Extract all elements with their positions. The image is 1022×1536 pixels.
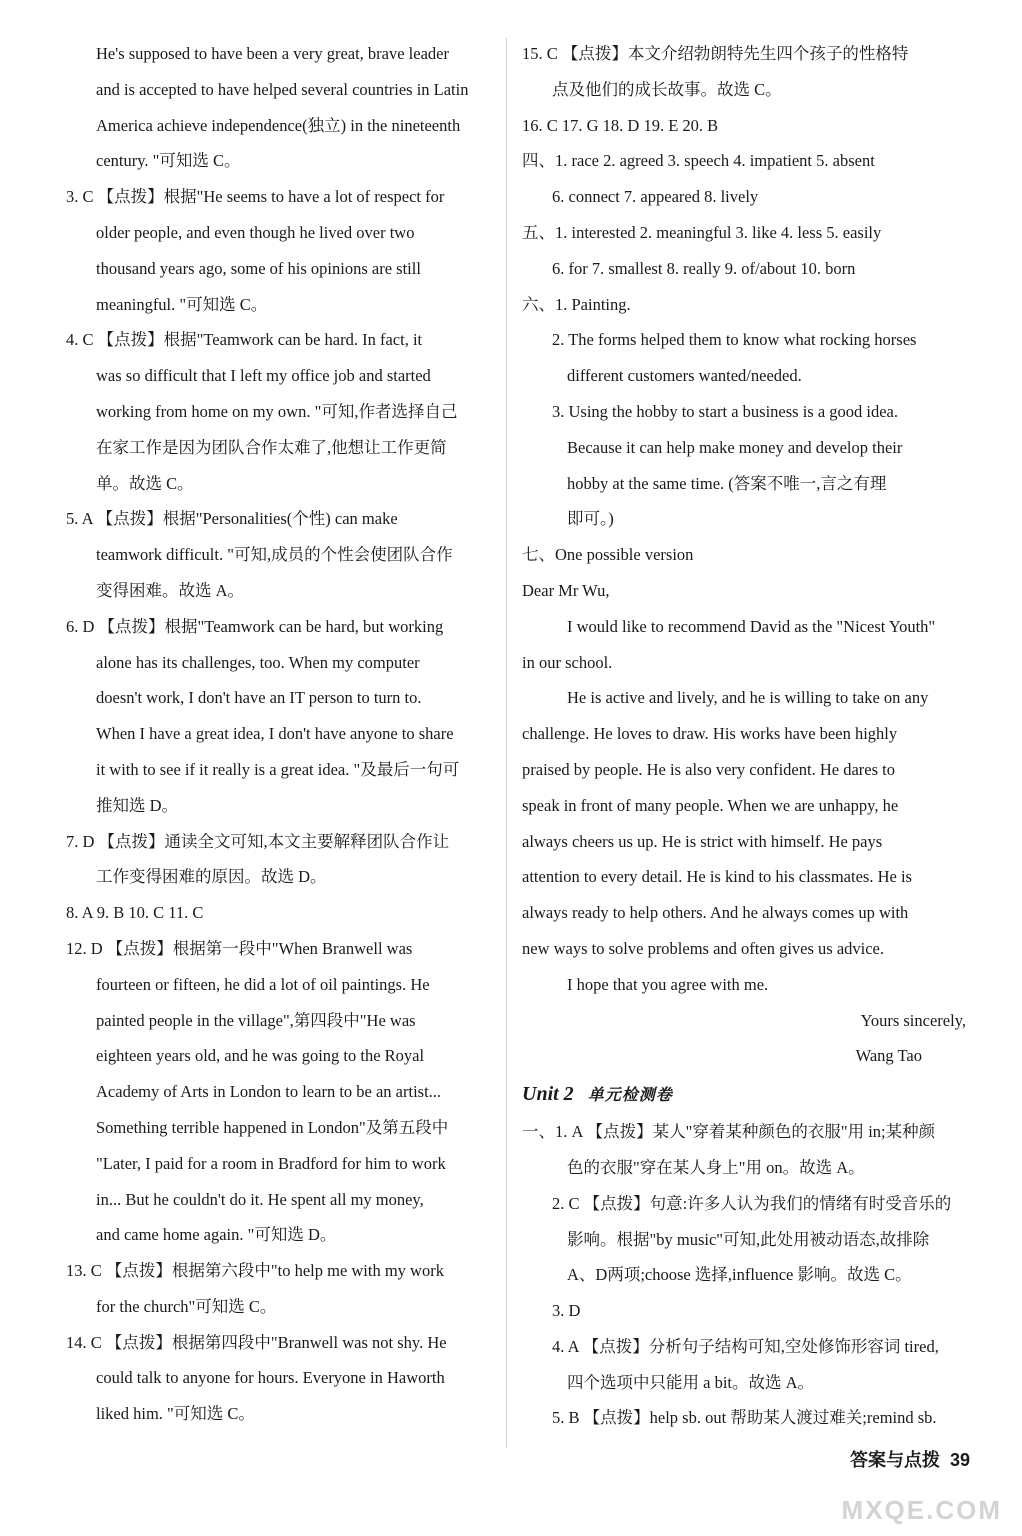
text-line: painted people in the village",第四段中"He was (96, 1010, 416, 1030)
text-line: 16. C 17. G 18. D 19. E 20. B (522, 115, 719, 135)
text-line: 工作变得困难的原因。故选 D。 (96, 867, 327, 887)
right-column (522, 36, 970, 1436)
text-line: 即可。) (567, 509, 614, 529)
text-line: 6. D 【点拨】根据"Teamwork can be hard, but working (66, 616, 444, 636)
page-number: 39 (949, 1450, 970, 1470)
text-line: America achieve independence(独立) in the nineteenth (96, 115, 461, 135)
text-line: in our school. (522, 652, 613, 672)
text-line: 12. D 【点拨】根据第一段中"When Branwell was (66, 938, 413, 958)
text-line: 4. C 【点拨】根据"Teamwork can be hard. In fact, it (66, 330, 423, 350)
text-line: eighteen years old, and he was going to the Royal (96, 1046, 425, 1066)
text-line: "Later, I paid for a room in Bradford for him to work (96, 1153, 446, 1173)
text-line: 3. D (552, 1301, 581, 1321)
text-line: 在家工作是因为团队合作太难了,他想让工作更简 (96, 437, 447, 457)
text-line: 6. connect 7. appeared 8. lively (552, 187, 759, 207)
text-line: new ways to solve problems and often gives us advice. (522, 938, 885, 958)
text-line: 单。故选 C。 (96, 473, 194, 493)
text-line: 6. for 7. smallest 8. really 9. of/about 10. born (552, 258, 856, 278)
unit-heading-zh: 单元检测卷 (587, 1087, 673, 1105)
text-line: 七、One possible version (522, 545, 694, 565)
text-line: liked him. "可知选 C。 (96, 1404, 255, 1424)
text-line: in... But he couldn't do it. He spent all my money, (96, 1189, 424, 1209)
footer-label: 答案与点拨 (849, 1450, 940, 1470)
text-line: fourteen or fifteen, he did a lot of oil paintings. He (96, 974, 430, 994)
text-line: could talk to anyone for hours. Everyone in Haworth (96, 1368, 445, 1388)
text-line: was so difficult that I left my office job and started (96, 366, 431, 386)
right-top-section (522, 36, 970, 1074)
text-line: working from home on my own. "可知,作者选择自己 (96, 401, 458, 421)
page-footer (850, 1444, 970, 1476)
text-line: 3. C 【点拨】根据"He seems to have a lot of respect for (66, 187, 445, 207)
text-line: 14. C 【点拨】根据第四段中"Branwell was not shy. He (66, 1332, 447, 1352)
watermark-logo: MXQE.COM (841, 1495, 1002, 1525)
text-line: 点及他们的成长故事。故选 C。 (552, 79, 782, 99)
text-line: 四、1. race 2. agreed 3. speech 4. impatient 5. absent (522, 151, 875, 171)
text-line: I hope that you agree with me. (567, 974, 769, 994)
text-line: for the church"可知选 C。 (96, 1296, 277, 1316)
text-line: Something terrible happened in London"及第五段中 (96, 1117, 449, 1137)
text-line: older people, and even though he lived over two (96, 222, 415, 242)
text-line: challenge. He loves to draw. His works have been highly (522, 724, 898, 744)
text-line: I would like to recommend David as the "Nicest Youth" (567, 616, 936, 636)
text-line: 一、1. A 【点拨】某人"穿着某种颜色的衣服"用 in;某种颜 (522, 1122, 936, 1142)
text-line: 2. The forms helped them to know what rocking horses (552, 330, 917, 350)
text-line: 色的衣服"穿在某人身上"用 on。故选 A。 (567, 1157, 865, 1177)
text-line: and is accepted to have helped several countries in Latin (96, 79, 469, 99)
text-line: 影响。根据"by music"可知,此处用被动语态,故排除 (567, 1229, 930, 1249)
text-line: thousand years ago, some of his opinions are still (96, 258, 421, 278)
text-line: 2. C 【点拨】句意:许多人认为我们的情绪有时受音乐的 (552, 1193, 952, 1213)
text-line: century. "可知选 C。 (96, 151, 241, 171)
unit-heading-en: Unit 2 (522, 1083, 574, 1106)
text-line: 8. A 9. B 10. C 11. C (66, 903, 204, 923)
text-line: teamwork difficult. "可知,成员的个性会使团队合作 (96, 545, 453, 565)
text-line: Because it can help make money and develop their (567, 437, 903, 457)
text-line: speak in front of many people. When we are unhappy, he (522, 795, 899, 815)
text-line: When I have a great idea, I don't have anyone to share (96, 724, 454, 744)
text-line: 4. A 【点拨】分析句子结构可知,空处修饰形容词 tired, (552, 1336, 939, 1356)
text-line: and came home again. "可知选 D。 (96, 1225, 337, 1245)
column-divider (506, 38, 507, 1448)
text-line: Yours sincerely, (860, 1010, 966, 1030)
text-line: meaningful. "可知选 C。 (96, 294, 268, 314)
text-line: hobby at the same time. (答案不唯一,言之有理 (567, 473, 887, 493)
text-line: Dear Mr Wu, (522, 580, 610, 600)
text-line: 五、1. interested 2. meaningful 3. like 4. less 5. easily (522, 222, 882, 242)
text-line: attention to every detail. He is kind to his classmates. He is (522, 867, 912, 887)
text-line: He is active and lively, and he is willing to take on any (567, 688, 929, 708)
text-line: 四个选项中只能用 a bit。故选 A。 (567, 1372, 815, 1392)
text-line: 推知选 D。 (96, 795, 179, 815)
text-line: 5. A 【点拨】根据"Personalities(个性) can make (66, 509, 398, 529)
text-line: Wang Tao (855, 1046, 922, 1066)
unit-heading (522, 1074, 970, 1114)
text-line: always ready to help others. And he always comes up with (522, 903, 909, 923)
right-bottom-section (522, 1114, 970, 1436)
text-line: 7. D 【点拨】通读全文可知,本文主要解释团队合作让 (66, 831, 450, 851)
text-line: alone has its challenges, too. When my computer (96, 652, 420, 672)
text-line: 5. B 【点拨】help sb. out 帮助某人渡过难关;remind sb. (552, 1408, 937, 1428)
text-line: 六、1. Painting. (522, 294, 631, 314)
text-line: always cheers us up. He is strict with himself. He pays (522, 831, 883, 851)
text-line: 3. Using the hobby to start a business is a good idea. (552, 401, 899, 421)
text-line: Academy of Arts in London to learn to be an artist... (96, 1082, 442, 1102)
text-line: different customers wanted/needed. (567, 366, 802, 386)
text-line: A、D两项;choose 选择,influence 影响。故选 C。 (567, 1265, 912, 1285)
left-column (66, 36, 490, 1432)
text-line: it with to see if it really is a great idea. "及最后一句可 (96, 759, 460, 779)
text-line: 变得困难。故选 A。 (96, 580, 245, 600)
text-line: 13. C 【点拨】根据第六段中"to help me with my work (66, 1261, 444, 1281)
text-line: He's supposed to have been a very great, brave leader (96, 44, 449, 63)
text-line: doesn't work, I don't have an IT person to turn to. (96, 688, 422, 708)
text-line: praised by people. He is also very confident. He dares to (522, 759, 895, 779)
text-line: 15. C 【点拨】本文介绍勃朗特先生四个孩子的性格特 (522, 44, 909, 63)
